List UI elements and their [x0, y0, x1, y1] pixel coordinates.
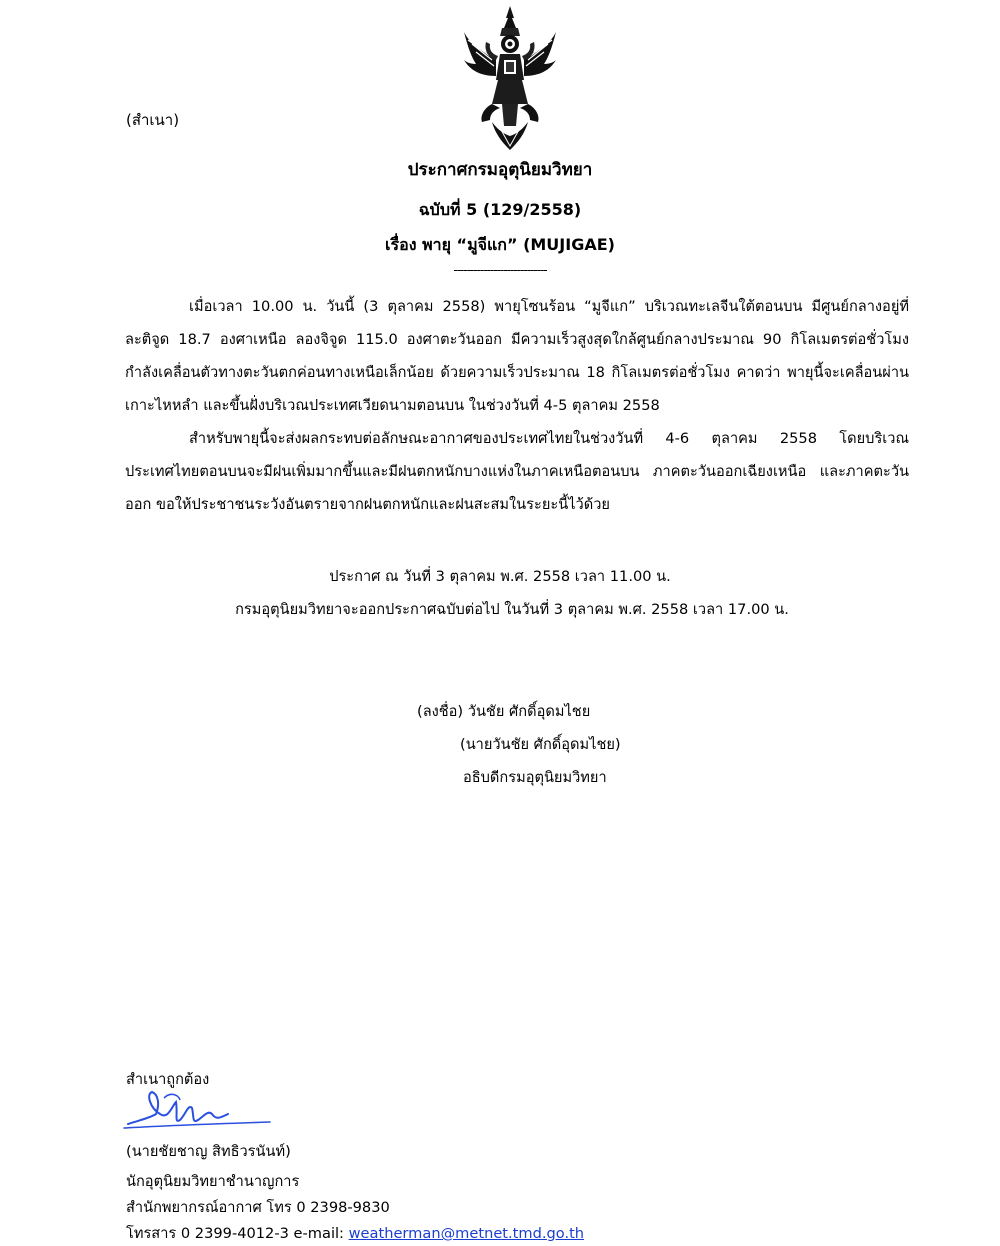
fax-label: โทรสาร 0 2399-4012-3 e-mail:	[126, 1225, 344, 1242]
issue-number: ฉบับที่ 5 (129/2558)	[418, 200, 582, 219]
email-link[interactable]: weatherman@metnet.tmd.go.th	[348, 1225, 585, 1242]
signatory-signed: (ลงชื่อ) วันชัย ศักดิ์อุดมไชย	[417, 703, 591, 720]
announcement-body	[125, 290, 909, 521]
next-announcement: กรมอุตุนิยมวิทยาจะออกประกาศฉบับต่อไป ในวันที่ 3 ตุลาคม พ.ศ. 2558 เวลา 17.00 น.	[235, 601, 789, 618]
footer-contact	[126, 1222, 584, 1245]
divider: ----------------------------	[453, 263, 547, 277]
copy-mark: (สำเนา)	[126, 111, 180, 129]
document-title: ประกาศกรมอุตุนิยมวิทยา	[407, 160, 593, 180]
announce-date: ประกาศ ณ วันที่ 3 ตุลาคม พ.ศ. 2558 เวลา 11.00 น.	[329, 568, 671, 585]
footer-position: นักอุตุนิยมวิทยาชำนาญการ	[126, 1173, 300, 1190]
signatory-name: (นายวันชัย ศักดิ์อุดมไชย)	[460, 736, 621, 753]
signatory-position: อธิบดีกรมอุตุนิยมวิทยา	[463, 769, 607, 786]
garuda-emblem-icon	[462, 4, 558, 152]
paragraph-impact: สำหรับพายุนี้จะส่งผลกระทบต่อลักษณะอากาศของประเทศไทยในช่วงวันที่ 4-6 ตุลาคม 2558 โดยบริเวณประเทศไทยตอนบนจะมีฝนเพิ่มมากขึ้นและมีฝนตกหนักบางแห่งในภาคเหนือตอนบน ภาคตะวันออกเฉียงเหนือ และภาคตะวันออก ขอให้ประชาชนระวังอันตรายจากฝนตกหนักและฝนสะสมในระยะนี้ไว้ด้วย	[125, 430, 909, 513]
paragraph-storm-position: เมื่อเวลา 10.00 น. วันนี้ (3 ตุลาคม 2558) พายุโซนร้อน “มูจีแก” บริเวณทะเลจีนใต้ตอนบน มีศูนย์กลางอยู่ที่ละติจูด 18.7 องศาเหนือ ลองจิจูด 115.0 องศาตะวันออก มีความเร็วสูงสุดใกล้ศูนย์กลางประมาณ 90 กิโลเมตรต่อชั่วโมง กำลังเคลื่อนตัวทางตะวันตกค่อนทางเหนือเล็กน้อย ด้วยความเร็วประมาณ 18 กิโลเมตรต่อชั่วโมง คาดว่า พายุนี้จะเคลื่อนผ่านเกาะไหหลำ และขึ้นฝั่งบริเวณประเทศเวียดนามตอนบน ในช่วงวันที่ 4-5 ตุลาคม 2558	[125, 298, 909, 414]
footer-name: (นายชัยชาญ สิทธิวรนันท์)	[126, 1143, 291, 1160]
subject-line: เรื่อง พายุ “มูจีแก” (MUJIGAE)	[385, 235, 615, 254]
footer-office: สำนักพยากรณ์อากาศ โทร 0 2398-9830	[126, 1199, 390, 1216]
certified-copy-label: สำเนาถูกต้อง	[126, 1071, 210, 1088]
handwritten-signature	[120, 1084, 280, 1144]
